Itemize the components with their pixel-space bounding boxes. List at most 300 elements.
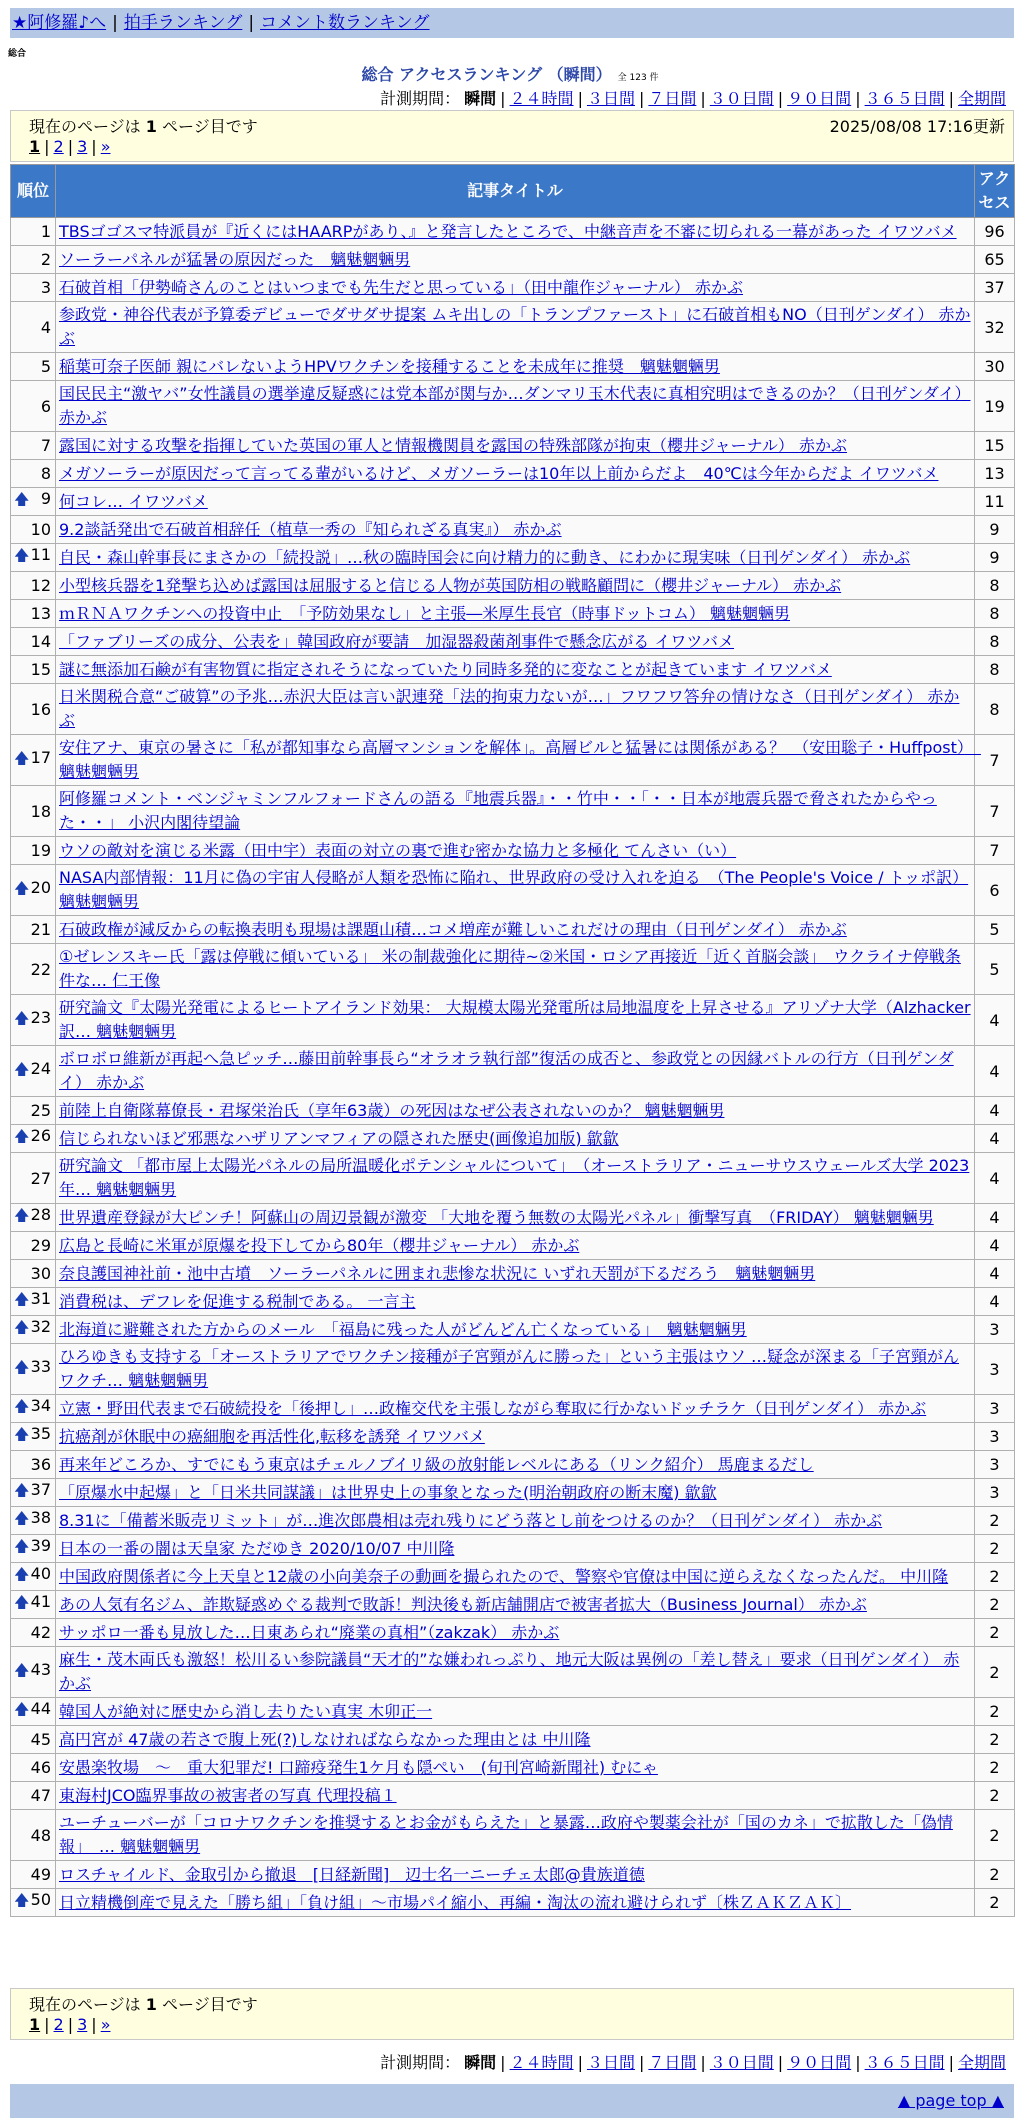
article-link[interactable]: 研究論文 「都市屋上太陽光パネルの局所温暖化ポテンシャルについて」 （オーストラリア・ニューサウスウェールズ大学 2023年… 魑魅魍魎男 [59, 1156, 970, 1199]
table-row [11, 1316, 1015, 1344]
updated-timestamp: 2025/08/08 17:16更新 [829, 117, 1005, 136]
title-cell [56, 432, 975, 460]
table-row [11, 837, 1015, 865]
arrow-up-icon: 🡅 [14, 1397, 30, 1415]
article-link[interactable]: 中国政府関係者に今上天皇と12歳の小向美奈子の動画を撮られたので、警察や官僚は中国に逆らえなくなったんだ。 中川隆 [59, 1566, 949, 1586]
article-link[interactable]: 稲葉可奈子医師 親にバレないようHPVワクチンを接種することを未成年に推奨 魑魅魍魎男 [59, 356, 720, 376]
article-link[interactable]: ロスチャイルド、金取引から撤退 [日経新聞] 辺士名一ニーチェ太郎@貴族道德 [59, 1864, 645, 1884]
rank-cell [11, 1591, 56, 1619]
title-cell [56, 1861, 975, 1889]
rank-cell [11, 274, 56, 302]
rank-number: 43 [30, 1659, 51, 1679]
rank-cell [11, 1810, 56, 1861]
table-row [11, 735, 1015, 786]
article-link[interactable]: 石破政権が減反からの転換表明も現場は課題山積…コメ増産が難しいこれだけの理由（日刊ゲンダイ） 赤かぶ [59, 919, 847, 939]
table-row [11, 1423, 1015, 1451]
access-count: 7 [975, 786, 1015, 837]
title-cell [56, 218, 975, 246]
period-option-4[interactable]: ３０日間 [709, 89, 774, 108]
comment-ranking-link[interactable]: コメント数ランキング [260, 13, 430, 33]
title-cell [56, 1619, 975, 1647]
title-cell [56, 995, 975, 1046]
period-option-7[interactable]: 全期間 [957, 89, 1006, 108]
title-cell [56, 1726, 975, 1754]
arrow-up-icon: 🡅 [14, 1509, 30, 1527]
access-count: 2 [975, 1619, 1015, 1647]
period-separator: | [638, 89, 645, 108]
article-link[interactable]: 日米関税合意“ご破算”の予兆…赤沢大臣は言い訳連発「法的拘束力ないが…」フワフワ答弁の情けなさ（日刊ゲンダイ） 赤かぶ [59, 687, 960, 730]
table-row [11, 1591, 1015, 1619]
rank-number: 1 [40, 222, 51, 241]
article-link[interactable]: 露国に対する攻撃を指揮していた英国の軍人と情報機関員を露国の特殊部隊が拘束（櫻井ジャーナル） 赤かぶ [59, 435, 847, 455]
title-cell [56, 1782, 975, 1810]
article-link[interactable]: 立憲・野田代表まで石破続投を「後押し」…政権交代を主張しながら奪取に行かないドッチラケ（日刊ゲンダイ） 赤かぶ [59, 1398, 927, 1418]
table-row [11, 916, 1015, 944]
article-link[interactable]: ソーラーパネルが猛暑の原因だった 魑魅魍魎男 [59, 249, 411, 269]
rank-number: 3 [40, 278, 51, 297]
article-link[interactable]: 再来年どころか、すでにもう東京はチェルノブイリ級の放射能レベルにある（リンク紹介） 馬鹿まるだし [59, 1454, 814, 1474]
rank-number: 35 [30, 1424, 51, 1443]
rank-cell [11, 488, 56, 516]
article-link[interactable]: 「ファブリーズの成分、公表を」韓国政府が要請 加湿器殺菌剤事件で懸念広がる イワツバメ [59, 631, 735, 651]
title-cell [56, 1754, 975, 1782]
rank-number: 34 [30, 1396, 51, 1415]
rank-number: 18 [30, 801, 51, 821]
title-cell [56, 302, 975, 353]
rank-cell [11, 1395, 56, 1423]
page-separator: | [44, 2015, 50, 2034]
rank-number: 22 [30, 959, 51, 979]
title-cell [56, 1507, 975, 1535]
rank-cell [11, 572, 56, 600]
title-cell [56, 1204, 975, 1232]
access-count: 8 [975, 572, 1015, 600]
table-row [11, 1232, 1015, 1260]
rank-number: 44 [30, 1699, 51, 1718]
article-link[interactable]: TBSゴゴスマ特派員が『近くにはHAARPがあり、』と発言したところで、中継音声を不審に切られる一幕があった イワツバメ [59, 221, 957, 241]
rank-cell [11, 1889, 56, 1917]
access-count: 4 [975, 1097, 1015, 1125]
access-count: 2 [975, 1507, 1015, 1535]
table-row [11, 1619, 1015, 1647]
arrow-up-icon: 🡅 [14, 1891, 30, 1909]
period-selector-bottom [380, 2050, 1010, 2073]
title-cell [56, 1698, 975, 1726]
page-next-link[interactable]: » [100, 2015, 111, 2034]
rank-cell [11, 432, 56, 460]
article-link[interactable]: ウソの敵対を演じる米露（田中宇）表面の対立の裏で進む密かな協力と多極化 てんさい（い） [59, 840, 737, 860]
table-row [11, 218, 1015, 246]
rank-number: 41 [30, 1592, 51, 1611]
title-cell [56, 1451, 975, 1479]
section-label: 総合 [8, 49, 27, 59]
rank-cell [11, 1507, 56, 1535]
period-separator: | [855, 2053, 861, 2072]
rank-number: 27 [30, 1168, 51, 1188]
rank-number: 20 [30, 877, 51, 897]
article-link[interactable]: 北海道に避難された方からのメール 「福島に残った人がどんどん亡くなっている」 魑魅魍魎男 [59, 1319, 747, 1339]
period-separator: | [500, 89, 506, 108]
table-row [11, 865, 1015, 916]
page-separator: | [91, 2015, 97, 2034]
rank-cell [11, 1754, 56, 1782]
table-row [11, 1507, 1015, 1535]
period-separator: | [948, 2053, 954, 2072]
period-option-5[interactable]: ９０日間 [787, 89, 852, 108]
current-page-text: 現在のページは 1 ページ目です [29, 1995, 258, 2014]
rank-cell [11, 628, 56, 656]
rank-cell [11, 1479, 56, 1507]
page-next-link[interactable]: » [100, 137, 111, 156]
article-link[interactable]: 「原爆水中起爆」と「日米共同謀議」は世界史上の事象となった(明治朝政府の断末魔) 歙歙 [59, 1482, 717, 1502]
rank-cell [11, 1344, 56, 1395]
period-separator: | [948, 89, 954, 108]
rank-number: 21 [30, 920, 51, 939]
rank-number: 42 [30, 1623, 51, 1642]
table-row [11, 381, 1015, 432]
article-link[interactable]: 小型核兵器を1発撃ち込めば露国は屈服すると信じる人物が英国防相の戦略顧問に（櫻井ジャーナル） 赤かぶ [59, 575, 842, 595]
rank-number: 8 [40, 464, 51, 483]
period-option-1[interactable]: ２４時間 [509, 89, 574, 108]
period-option-1[interactable]: ２４時間 [509, 2053, 574, 2072]
article-link[interactable]: 日本の一番の闇は天皇家 ただゆき 2020/10/07 中川隆 [59, 1538, 455, 1558]
access-count: 2 [975, 1889, 1015, 1917]
arrow-up-icon: 🡅 [14, 1206, 30, 1224]
page-title: 総合 アクセスランキング （瞬間） [361, 65, 612, 84]
rank-cell [11, 1535, 56, 1563]
table-row [11, 572, 1015, 600]
rank-cell [11, 218, 56, 246]
period-separator: | [777, 89, 784, 108]
access-count: 2 [975, 1861, 1015, 1889]
access-count: 3 [975, 1344, 1015, 1395]
table-row [11, 1754, 1015, 1782]
access-count: 3 [975, 1395, 1015, 1423]
title-cell [56, 786, 975, 837]
title-cell [56, 1647, 975, 1698]
rank-cell [11, 1260, 56, 1288]
page-link-3[interactable]: 3 [77, 137, 88, 156]
arrow-up-icon: 🡅 [14, 878, 30, 897]
access-count: 4 [975, 995, 1015, 1046]
article-link[interactable]: サッポロ一番も見放した…日東あられ“廃業の真相”（zakzak） 赤かぶ [59, 1622, 560, 1642]
article-link[interactable]: 世界遺産登録が大ピンチ！阿蘇山の周辺景観が激変 「大地を覆う無数の太陽光パネル」衝撃写真 （FRIDAY） 魑魅魍魎男 [59, 1207, 934, 1227]
access-count: 2 [975, 1647, 1015, 1698]
access-count: 2 [975, 1810, 1015, 1861]
rank-number: 5 [40, 357, 51, 376]
table-row [11, 1698, 1015, 1726]
article-link[interactable]: ひろゆきも支持する「オーストラリアでワクチン接種が子宮頸がんに勝った」という主張はウソ …疑念が深まる「子宮頸がんワクチ… 魑魅魍魎男 [59, 1347, 959, 1390]
access-count: 9 [975, 516, 1015, 544]
period-current: 瞬間 [464, 2053, 497, 2072]
rank-cell [11, 381, 56, 432]
rank-number: 38 [30, 1508, 51, 1527]
page-link-current: 1 [29, 137, 41, 156]
period-selector-top [380, 86, 1010, 109]
period-option-6[interactable]: ３６５日間 [864, 89, 945, 108]
period-option-4[interactable]: ３０日間 [709, 2053, 774, 2072]
table-row [11, 1810, 1015, 1861]
rank-number: 40 [30, 1564, 51, 1583]
access-count: 6 [975, 865, 1015, 916]
article-link[interactable]: ボロボロ維新が再起へ急ピッチ…藤田前幹事長ら“オラオラ執行部”復活の成否と、参政党との因縁バトルの行方（日刊ゲンダイ） 赤かぶ [59, 1049, 954, 1092]
title-cell [56, 274, 975, 302]
title-cell [56, 572, 975, 600]
rank-number: 24 [30, 1058, 51, 1078]
rank-number: 9 [40, 489, 51, 508]
title-cell [56, 488, 975, 516]
rank-cell [11, 460, 56, 488]
rank-cell [11, 1316, 56, 1344]
article-link[interactable]: 奈良護国神社前・池中古墳 ソーラーパネルに囲まれ悲惨な状況に いずれ天罰が下るだろう 魑魅魍魎男 [59, 1263, 816, 1283]
arrow-up-icon: 🡅 [14, 1537, 30, 1555]
table-row [11, 944, 1015, 995]
table-row [11, 1395, 1015, 1423]
rank-cell [11, 916, 56, 944]
rank-cell [11, 1232, 56, 1260]
arrow-up-icon: 🡅 [14, 748, 30, 767]
title-cell [56, 628, 975, 656]
rank-cell [11, 1563, 56, 1591]
access-count: 8 [975, 656, 1015, 684]
page-separator: | [91, 137, 97, 156]
title-cell [56, 1535, 975, 1563]
rank-number: 50 [30, 1890, 51, 1909]
access-count: 2 [975, 1698, 1015, 1726]
arrow-up-icon: 🡅 [14, 1059, 30, 1078]
period-option-3[interactable]: ７日間 [648, 2053, 697, 2072]
pager-top [10, 110, 1014, 162]
rank-cell [11, 353, 56, 381]
arrow-up-icon: 🡅 [14, 490, 30, 508]
rank-cell [11, 1726, 56, 1754]
page-links [29, 2015, 110, 2034]
title-cell [56, 1889, 975, 1917]
rank-cell [11, 944, 56, 995]
title-cell [56, 1563, 975, 1591]
nav-separator: | [248, 13, 255, 33]
table-row [11, 1125, 1015, 1153]
article-link[interactable]: メガソーラーが原因だって言ってる輩がいるけど、メガソーラーは10年以上前からだよ 40℃は今年からだよ イワツバメ [59, 463, 939, 483]
item-count: 全 123 件 [617, 73, 659, 83]
article-link[interactable]: 韓国人が絶対に歴史から消し去りたい真実 木卯正一 [59, 1701, 433, 1721]
article-link[interactable]: 消費税は、デフレを促進する税制である。 一言主 [59, 1291, 416, 1311]
rank-number: 14 [30, 632, 51, 651]
arrow-up-icon: 🡅 [14, 1008, 30, 1027]
rank-number: 19 [30, 841, 51, 860]
title-cell [56, 735, 981, 786]
arrow-up-icon: 🡅 [14, 1700, 30, 1718]
title-cell [56, 544, 975, 572]
rank-cell [11, 544, 56, 572]
table-row [11, 786, 1015, 837]
table-row [11, 995, 1015, 1046]
rank-number: 39 [30, 1536, 51, 1555]
article-link[interactable]: ユーチューバーが「コロナワクチンを推奨するとお金がもらえた」と暴露…政府や製薬会社が「国のカネ」で拡散した「偽情報」 … 魑魅魍魎男 [59, 1813, 953, 1856]
table-row [11, 432, 1015, 460]
period-option-7[interactable]: 全期間 [957, 2053, 1006, 2072]
access-count: 8 [975, 684, 1015, 735]
article-link[interactable]: 研究論文『太陽光発電によるヒートアイランド効果： 大規模太陽光発電所は局地温度を上昇させる』アリゾナ大学（Alzhacker訳… 魑魅魍魎男 [59, 998, 971, 1041]
title-cell [56, 1395, 975, 1423]
current-page-text: 現在のページは 1 ページ目です [29, 117, 258, 136]
col-header-rank: 順位 [11, 165, 56, 218]
title-cell [56, 381, 975, 432]
arrow-up-icon: 🡅 [14, 1290, 30, 1308]
rank-number: 25 [30, 1101, 51, 1120]
table-row [11, 1889, 1015, 1917]
page-title-row [0, 62, 1020, 85]
table-row [11, 1861, 1015, 1889]
rank-cell [11, 865, 56, 916]
article-link[interactable]: 国民民主“激ヤバ”女性議員の選挙違反疑惑には党本部が関与か…ダンマリ玉木代表に真相究明はできるのか？（日刊ゲンダイ） 赤かぶ [59, 384, 971, 427]
page-link-3[interactable]: 3 [77, 2015, 88, 2034]
rank-number: 45 [30, 1730, 51, 1749]
article-link[interactable]: ①ゼレンスキー氏「露は停戦に傾いている」 米の制裁強化に期待~②米国・ロシア再接近「近く首脳会談」 ウクライナ停戦条件な… 仁王像 [59, 947, 961, 990]
arrow-up-icon: 🡅 [14, 546, 30, 564]
article-link[interactable]: 信じられないほど邪悪なハザリアンマフィアの隠された歴史(画像追加版) 歙歙 [59, 1128, 619, 1148]
title-cell [56, 1344, 975, 1395]
article-link[interactable]: 安愚楽牧場 ～ 重大犯罪だ! 口蹄疫発生1ケ月も隠ぺい (旬刊宮崎新聞社) むにゃ [59, 1757, 658, 1777]
pager-bottom [10, 1988, 1014, 2040]
arrow-up-icon: 🡅 [14, 1565, 30, 1583]
rank-number: 33 [30, 1356, 51, 1376]
rank-number: 37 [30, 1480, 51, 1499]
period-separator: | [500, 2053, 506, 2072]
access-count: 8 [975, 600, 1015, 628]
access-count: 9 [975, 544, 1015, 572]
article-link[interactable]: 謎に無添加石鹸が有害物質に指定されそうになっていたり同時多発的に変なことが起きています イワツバメ [59, 659, 832, 679]
article-link[interactable]: 高円宮が 47歳の若さで腹上死(?)しなければならなかった理由とは 中川隆 [59, 1729, 591, 1749]
rank-number: 7 [40, 436, 51, 455]
rank-cell [11, 1423, 56, 1451]
col-header-title: 記事タイトル [56, 165, 975, 218]
title-cell [56, 1153, 975, 1204]
period-option-6[interactable]: ３６５日間 [864, 2053, 945, 2072]
access-count: 2 [975, 1782, 1015, 1810]
table-row [11, 1451, 1015, 1479]
nav-separator: | [112, 13, 118, 33]
access-count: 30 [975, 353, 1015, 381]
article-link[interactable]: 8.31に「備蓄米販売リミット」が…進次郎農相は売れ残りにどう落とし前をつけるのか？（日刊ゲンダイ） 赤かぶ [59, 1510, 883, 1530]
access-count: 7 [975, 837, 1015, 865]
table-row [11, 460, 1015, 488]
access-count: 8 [975, 628, 1015, 656]
article-link[interactable]: 前陸上自衛隊幕僚長・君塚栄治氏（享年63歳）の死因はなぜ公表されないのか？ 魑魅魍魎男 [59, 1100, 725, 1120]
article-link[interactable]: 9.2談話発出で石破首相辞任（植草一秀の『知られざる真実』） 赤かぶ [59, 519, 562, 539]
rank-cell [11, 246, 56, 274]
table-row [11, 684, 1015, 735]
table-row [11, 1260, 1015, 1288]
title-cell [56, 1125, 975, 1153]
rank-cell [11, 302, 56, 353]
rank-number: 32 [30, 1317, 51, 1336]
page-link-2[interactable]: 2 [53, 137, 64, 156]
rank-cell [11, 995, 56, 1046]
title-cell [56, 353, 975, 381]
article-link[interactable]: ｍＲＮＡワクチンへの投資中止 「予防効果なし」と主張―米厚生長官（時事ドットコム） 魑魅魍魎男 [59, 603, 791, 623]
article-link[interactable]: 石破首相「伊勢崎さんのことはいつまでも先生だと思っている」（田中龍作ジャーナル） 赤かぶ [59, 277, 743, 297]
rank-number: 12 [30, 576, 51, 595]
home-link[interactable]: ★阿修羅♪へ [12, 13, 107, 33]
article-link[interactable]: あの人気有名ジム、詐欺疑惑めぐる裁判で敗訴！判決後も新店舗開店で被害者拡大（Business Journal） 赤かぶ [59, 1594, 867, 1614]
article-link[interactable]: NASA内部情報：11月に偽の宇宙人侵略が人類を恐怖に陥れ、世界政府の受け入れを迫る （The People's Voice / トッポ訳） 魑魅魍魎男 [59, 868, 969, 911]
title-cell [56, 1046, 975, 1097]
rank-cell [11, 1698, 56, 1726]
rank-cell [11, 684, 56, 735]
article-link[interactable]: 阿修羅コメント・ベンジャミンフルフォードさんの語る『地震兵器』・・竹中・・「・・日本が地震兵器で脅されたからやった・・」 小沢内閣待望論 [59, 789, 937, 832]
access-count: 19 [975, 381, 1015, 432]
article-link[interactable]: 抗癌剤が休眠中の癌細胞を再活性化,転移を誘発 イワツバメ [59, 1426, 485, 1446]
rank-cell [11, 516, 56, 544]
rank-cell [11, 600, 56, 628]
rank-cell [11, 1451, 56, 1479]
article-link[interactable]: 何コレ… イワツバメ [59, 491, 208, 511]
period-option-3[interactable]: ７日間 [648, 89, 697, 108]
article-link[interactable]: 自民・森山幹事長にまさかの「続投説」…秋の臨時国会に向け精力的に動き、にわかに現実味（日刊ゲンダイ） 赤かぶ [59, 547, 911, 567]
period-option-2[interactable]: ３日間 [586, 2053, 635, 2072]
rank-number: 36 [30, 1455, 51, 1474]
rank-cell [11, 1861, 56, 1889]
title-cell [56, 1260, 975, 1288]
table-row [11, 1726, 1015, 1754]
rank-number: 48 [30, 1825, 51, 1845]
access-count: 2 [975, 1535, 1015, 1563]
article-link[interactable]: 日立精機倒産で見えた「勝ち組」「負け組」～市場パイ縮小、再編・淘汰の流れ避けられず〔株ＺＡＫＺＡＫ〕 [59, 1892, 852, 1912]
title-cell [56, 1479, 975, 1507]
title-cell [56, 1591, 975, 1619]
title-cell [56, 1232, 975, 1260]
period-separator: | [638, 2053, 645, 2072]
page-link-current: 1 [29, 2015, 41, 2034]
access-count: 11 [975, 488, 1015, 516]
period-separator: | [700, 89, 706, 108]
ranking-table [10, 164, 1015, 1917]
page-top-link[interactable]: ▲ page top ▲ [897, 2091, 1004, 2110]
page-link-2[interactable]: 2 [53, 2015, 64, 2034]
article-link[interactable]: 安住アナ、東京の暑さに「私が都知事なら高層マンションを解体」。高層ビルと猛暑には関係がある？ （安田聡子・Huffpost） 魑魅魍魎男 [59, 738, 981, 781]
access-count: 2 [975, 1754, 1015, 1782]
period-option-5[interactable]: ９０日間 [787, 2053, 852, 2072]
rank-number: 31 [30, 1289, 51, 1308]
arrow-up-icon: 🡅 [14, 1127, 30, 1145]
top-nav-bar [10, 8, 1014, 38]
access-count: 2 [975, 1726, 1015, 1754]
period-option-2[interactable]: ３日間 [586, 89, 635, 108]
rank-number: 2 [40, 250, 51, 269]
article-link[interactable]: 東海村JCO臨界事故の被害者の写真 代理投稿１ [59, 1785, 397, 1805]
title-cell [56, 1316, 975, 1344]
article-link[interactable]: 広島と長崎に米軍が原爆を投下してから80年（櫻井ジャーナル） 赤かぶ [59, 1235, 580, 1255]
access-count: 4 [975, 1153, 1015, 1204]
table-row [11, 1204, 1015, 1232]
applause-ranking-link[interactable]: 拍手ランキング [123, 13, 243, 33]
article-link[interactable]: 麻生・茂木両氏も激怒！松川るい参院議員“天才的”な嫌われっぷり、地元大阪は異例の「差し替え」要求（日刊ゲンダイ） 赤かぶ [59, 1650, 960, 1693]
table-row [11, 302, 1015, 353]
title-cell [56, 865, 975, 916]
access-count: 4 [975, 1232, 1015, 1260]
table-row [11, 1046, 1015, 1097]
article-link[interactable]: 参政党・神谷代表が予算委デビューでダサダサ提案 ムキ出しの「トランプファースト」に石破首相もNO（日刊ゲンダイ） 赤かぶ [59, 305, 971, 348]
table-row [11, 1563, 1015, 1591]
rank-cell [11, 1125, 56, 1153]
title-cell [56, 1288, 975, 1316]
rank-cell [11, 1782, 56, 1810]
title-cell [56, 656, 975, 684]
table-row [11, 1647, 1015, 1698]
rank-number: 23 [30, 1007, 51, 1027]
page-separator: | [67, 2015, 74, 2034]
